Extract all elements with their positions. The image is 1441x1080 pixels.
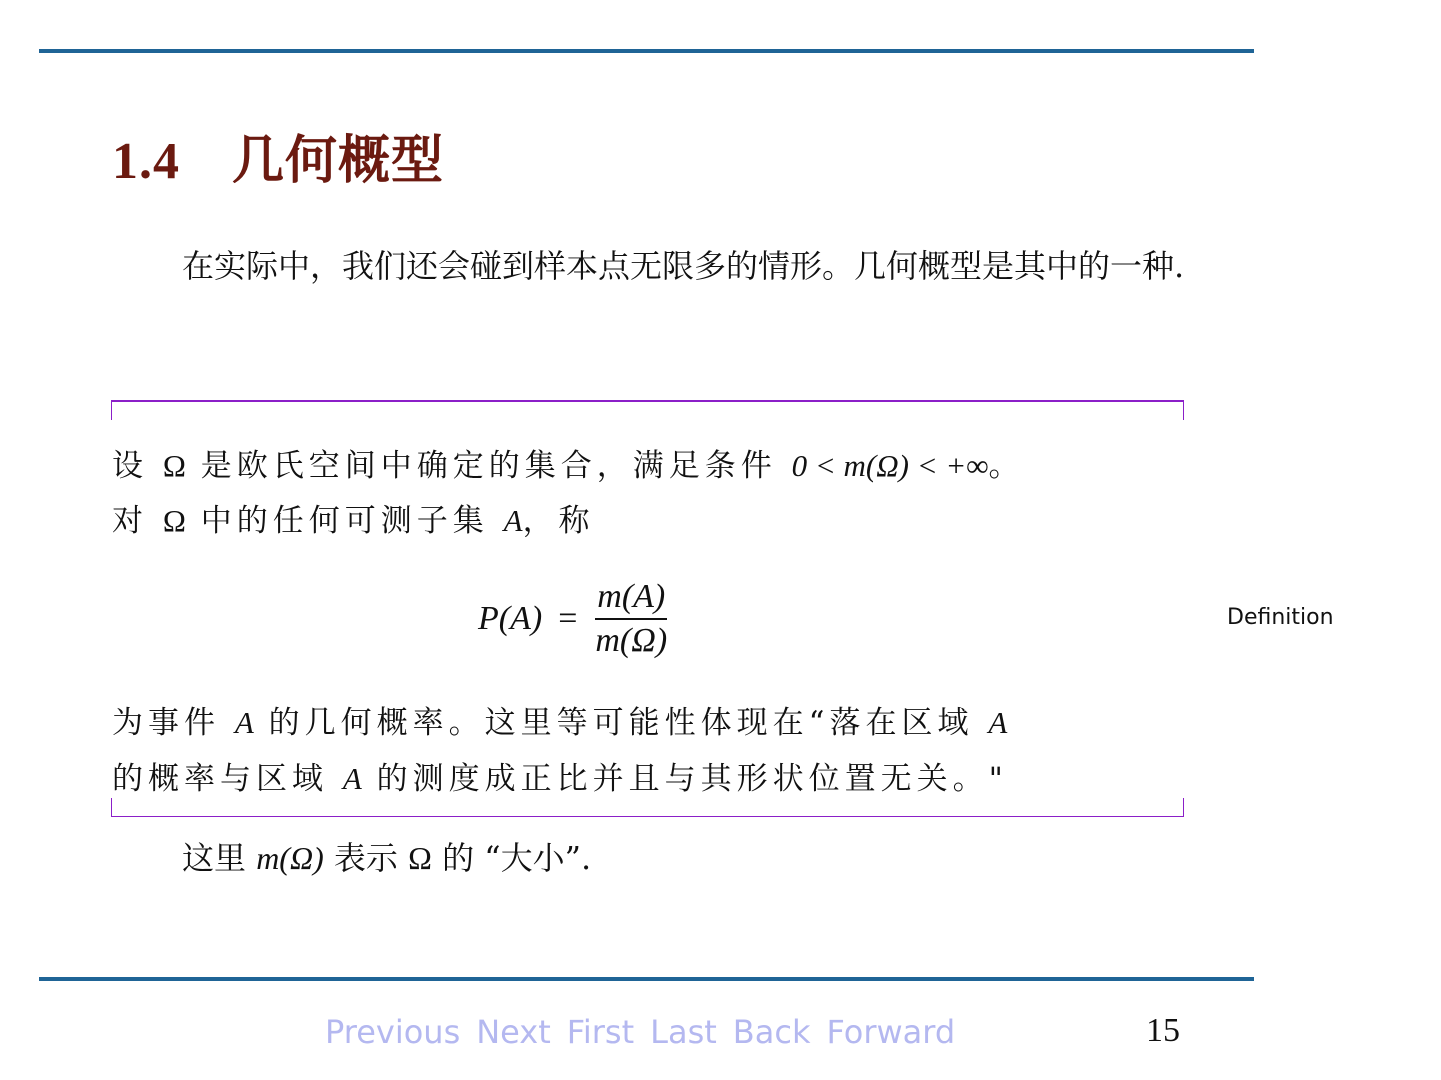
omega-symbol: Ω: [408, 840, 432, 876]
set-a-symbol: A: [342, 761, 362, 796]
set-a-symbol: A: [234, 705, 254, 740]
definition-line-1: 设 Ω 是欧氏空间中确定的集合，满足条件 0 < m(Ω) < +∞。: [112, 448, 1025, 484]
nav-next-link[interactable]: Next: [476, 1013, 551, 1051]
definition-frame-bottom: [111, 798, 1184, 817]
definition-line-3: 为事件 A 的几何概率。这里等可能性体现在“落在区域 A: [112, 705, 1008, 741]
nav-last-link[interactable]: Last: [650, 1013, 717, 1051]
top-rule: [39, 49, 1254, 53]
section-heading: [112, 118, 444, 193]
page-number: 15: [1146, 1012, 1180, 1049]
set-a-symbol: A: [503, 503, 523, 538]
formula-denominator: m(Ω): [595, 622, 668, 659]
slide-navigation: [325, 1013, 955, 1051]
bottom-rule: [39, 977, 1254, 981]
intro-line-2: 的一种.: [1078, 247, 1185, 285]
definition-frame-top: [111, 400, 1184, 420]
set-a-symbol: A: [988, 705, 1008, 740]
definition-line-2: 对 Ω 中的任何可测子集 A，称: [112, 503, 595, 539]
omega-symbol: Ω: [162, 503, 186, 538]
nav-forward-link[interactable]: Forward: [826, 1013, 956, 1051]
section-title: 几何概型: [232, 130, 445, 191]
definition-margin-label: Definition: [1227, 605, 1334, 630]
definition-line-4: 的概率与区域 A 的测度成正比并且与其形状位置无关。": [112, 761, 1008, 797]
omega-symbol: Ω: [162, 448, 186, 483]
intro-paragraph: [112, 240, 1187, 292]
formula-numerator: m(A): [595, 578, 667, 620]
nav-previous-link[interactable]: Previous: [325, 1013, 461, 1051]
measure-condition: 0 < m(Ω) < +∞: [791, 448, 989, 483]
nav-first-link[interactable]: First: [566, 1013, 635, 1051]
remark-paragraph: 这里 m(Ω) 表示 Ω 的 “大小”.: [182, 839, 592, 877]
formula-lhs: P(A): [478, 600, 543, 637]
probability-formula: [478, 574, 669, 664]
intro-line-1: 在实际中，我们还会碰到样本点无限多的情形。几何概型是其中: [182, 247, 1079, 285]
formula-fraction: [593, 578, 669, 660]
formula-equals: =: [558, 600, 578, 637]
measure-omega: m(Ω): [256, 840, 324, 876]
section-number: 1.4: [112, 133, 180, 190]
nav-back-link[interactable]: Back: [732, 1013, 811, 1051]
